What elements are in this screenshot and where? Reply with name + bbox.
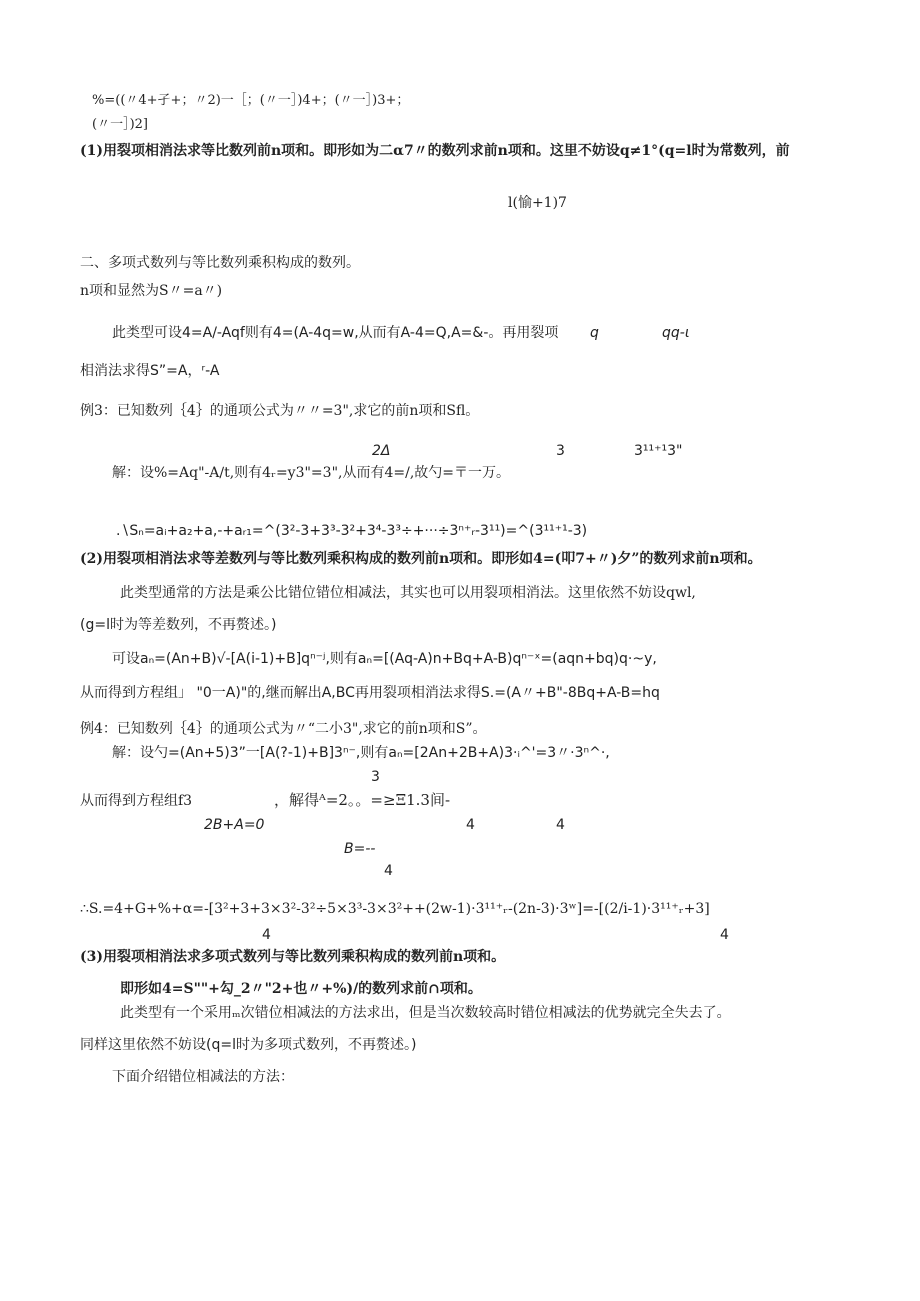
formula-fragment: 4 xyxy=(720,927,729,943)
formula-fragment: 4 xyxy=(466,817,475,833)
paragraph-line: (g=l时为等差数列，不再赘述。) xyxy=(80,617,277,633)
paragraph-line: 此类型通常的方法是乘公比错位错位相减法，其实也可以用裂项相消法。这里依然不妨设qwl, xyxy=(120,585,696,601)
paragraph-line: 同样这里依然不妨设(q=l时为多项式数列，不再赘述。) xyxy=(80,1037,417,1053)
formula-line: ∴S.=4+G+%+α=-[3²+3+3×3²-3²÷5×3³-3×3²++(2w-1)·3¹¹⁺ᵣ-(2n-3)·3ʷ]=-[(2/i-1)·3¹¹⁺ᵣ+3] xyxy=(80,901,710,917)
equation-row: B=-- xyxy=(344,841,376,857)
section-title-2: 二、多项式数列与等比数列乘积构成的数列。 xyxy=(80,255,360,271)
formula-line: 可设aₙ=(An+B)√-[A(i-1)+B]qⁿ⁻ʲ,则有aₙ=[(Aq-A)n+Bq+A-B)qⁿ⁻ˣ=(aqn+bq)q·~y, xyxy=(112,651,657,667)
paragraph-line: 相消法求得S”=A，ʳ-A xyxy=(80,363,220,379)
section-heading-3: (3)用裂项相消法求多项式数列与等比数列乘积构成的数列前n项和。 xyxy=(80,949,506,965)
formula-fragment: 2Δ xyxy=(372,443,391,459)
formula-line: %=((〃4+孑+；〃2)一［；(〃一］)4+；(〃一］)3+； xyxy=(92,93,410,108)
formula-fragment: 3 xyxy=(556,443,565,459)
paragraph-line: 此类型有一个采用ₘ次错位相减法的方法求出，但是当次数较高时错位相减法的优势就完全失去了。 xyxy=(120,1005,731,1021)
formula-fragment: 3 xyxy=(371,769,380,785)
section-heading-2: (2)用裂项相消法求等差数列与等比数列乘积构成的数列前n项和。即形如4=(叩7+〃)夕”的数列求前n项和。 xyxy=(80,551,762,567)
equation-row: 2B+A=0 xyxy=(204,817,265,833)
paragraph-line: 此类型可设4=A/-Aqf则有4=(A-4q=w,从而有A-4=Q,A=&-。再用裂项 xyxy=(112,325,559,341)
formula-fragment: q xyxy=(590,325,599,341)
solution-line: 解：设勺=(An+5)3”一[A(?-1)+B]3ⁿ⁻,则有aₙ=[2An+2B+A)3·ᵢ^'=3〃·3ⁿ^·, xyxy=(112,745,610,761)
formula-fragment: 4 xyxy=(556,817,565,833)
formula-fragment: qq-ι xyxy=(662,325,690,341)
solution-line: 解：设%=Aq"-A∕t,则有4ᵣ=y3"=3",从而有4=/,故勺=〒一万。 xyxy=(112,465,510,481)
formula-fragment: 4 xyxy=(262,927,271,943)
formula-fragment: 4 xyxy=(384,863,393,879)
formula-line: .∖Sₙ=aᵢ+a₂+a,-+aᵣ₁=^(3²-3+3³-3²+3⁴-3³÷+···÷3ⁿ⁺ᵣ-3¹¹)=^(3¹¹⁺¹-3) xyxy=(116,523,588,539)
paragraph-line: 下面介绍错位相减法的方法： xyxy=(112,1069,294,1085)
formula-line: (〃一］)2] xyxy=(92,117,148,132)
paragraph-line: 从而得到方程组」 "0一A)"的,继而解出A,BC再用裂项相消法求得S.=(A〃+B"-8Bq+A-B=hq xyxy=(80,685,660,701)
formula-fragment: ，解得ᴬ=2。。=≥Ξ1.3间- xyxy=(274,791,451,809)
paragraph-line: n项和显然为S〃=a〃) xyxy=(80,283,223,299)
formula-fragment: l(愉+1)7 xyxy=(508,195,567,211)
formula-fragment: 3¹¹⁺¹3" xyxy=(634,443,683,459)
paragraph-line: 即形如4=S""+勾_2〃"2+也〃+%)/的数列求前∩项和。 xyxy=(120,981,482,997)
paragraph-line: 从而得到方程组f3 xyxy=(80,793,193,809)
section-heading-1: (1)用裂项相消法求等比数列前n项和。即形如为二α7〃的数列求前n项和。这里不妨设q≠1°(q=l时为常数列，前 xyxy=(80,143,790,159)
example-3-title: 例3：已知数列｛4｝的通项公式为〃〃=3",求它的前n项和Sfl。 xyxy=(80,403,480,419)
example-4-title: 例4：已知数列｛4｝的通项公式为〃“二小3",求它的前n项和S”。 xyxy=(80,721,487,737)
